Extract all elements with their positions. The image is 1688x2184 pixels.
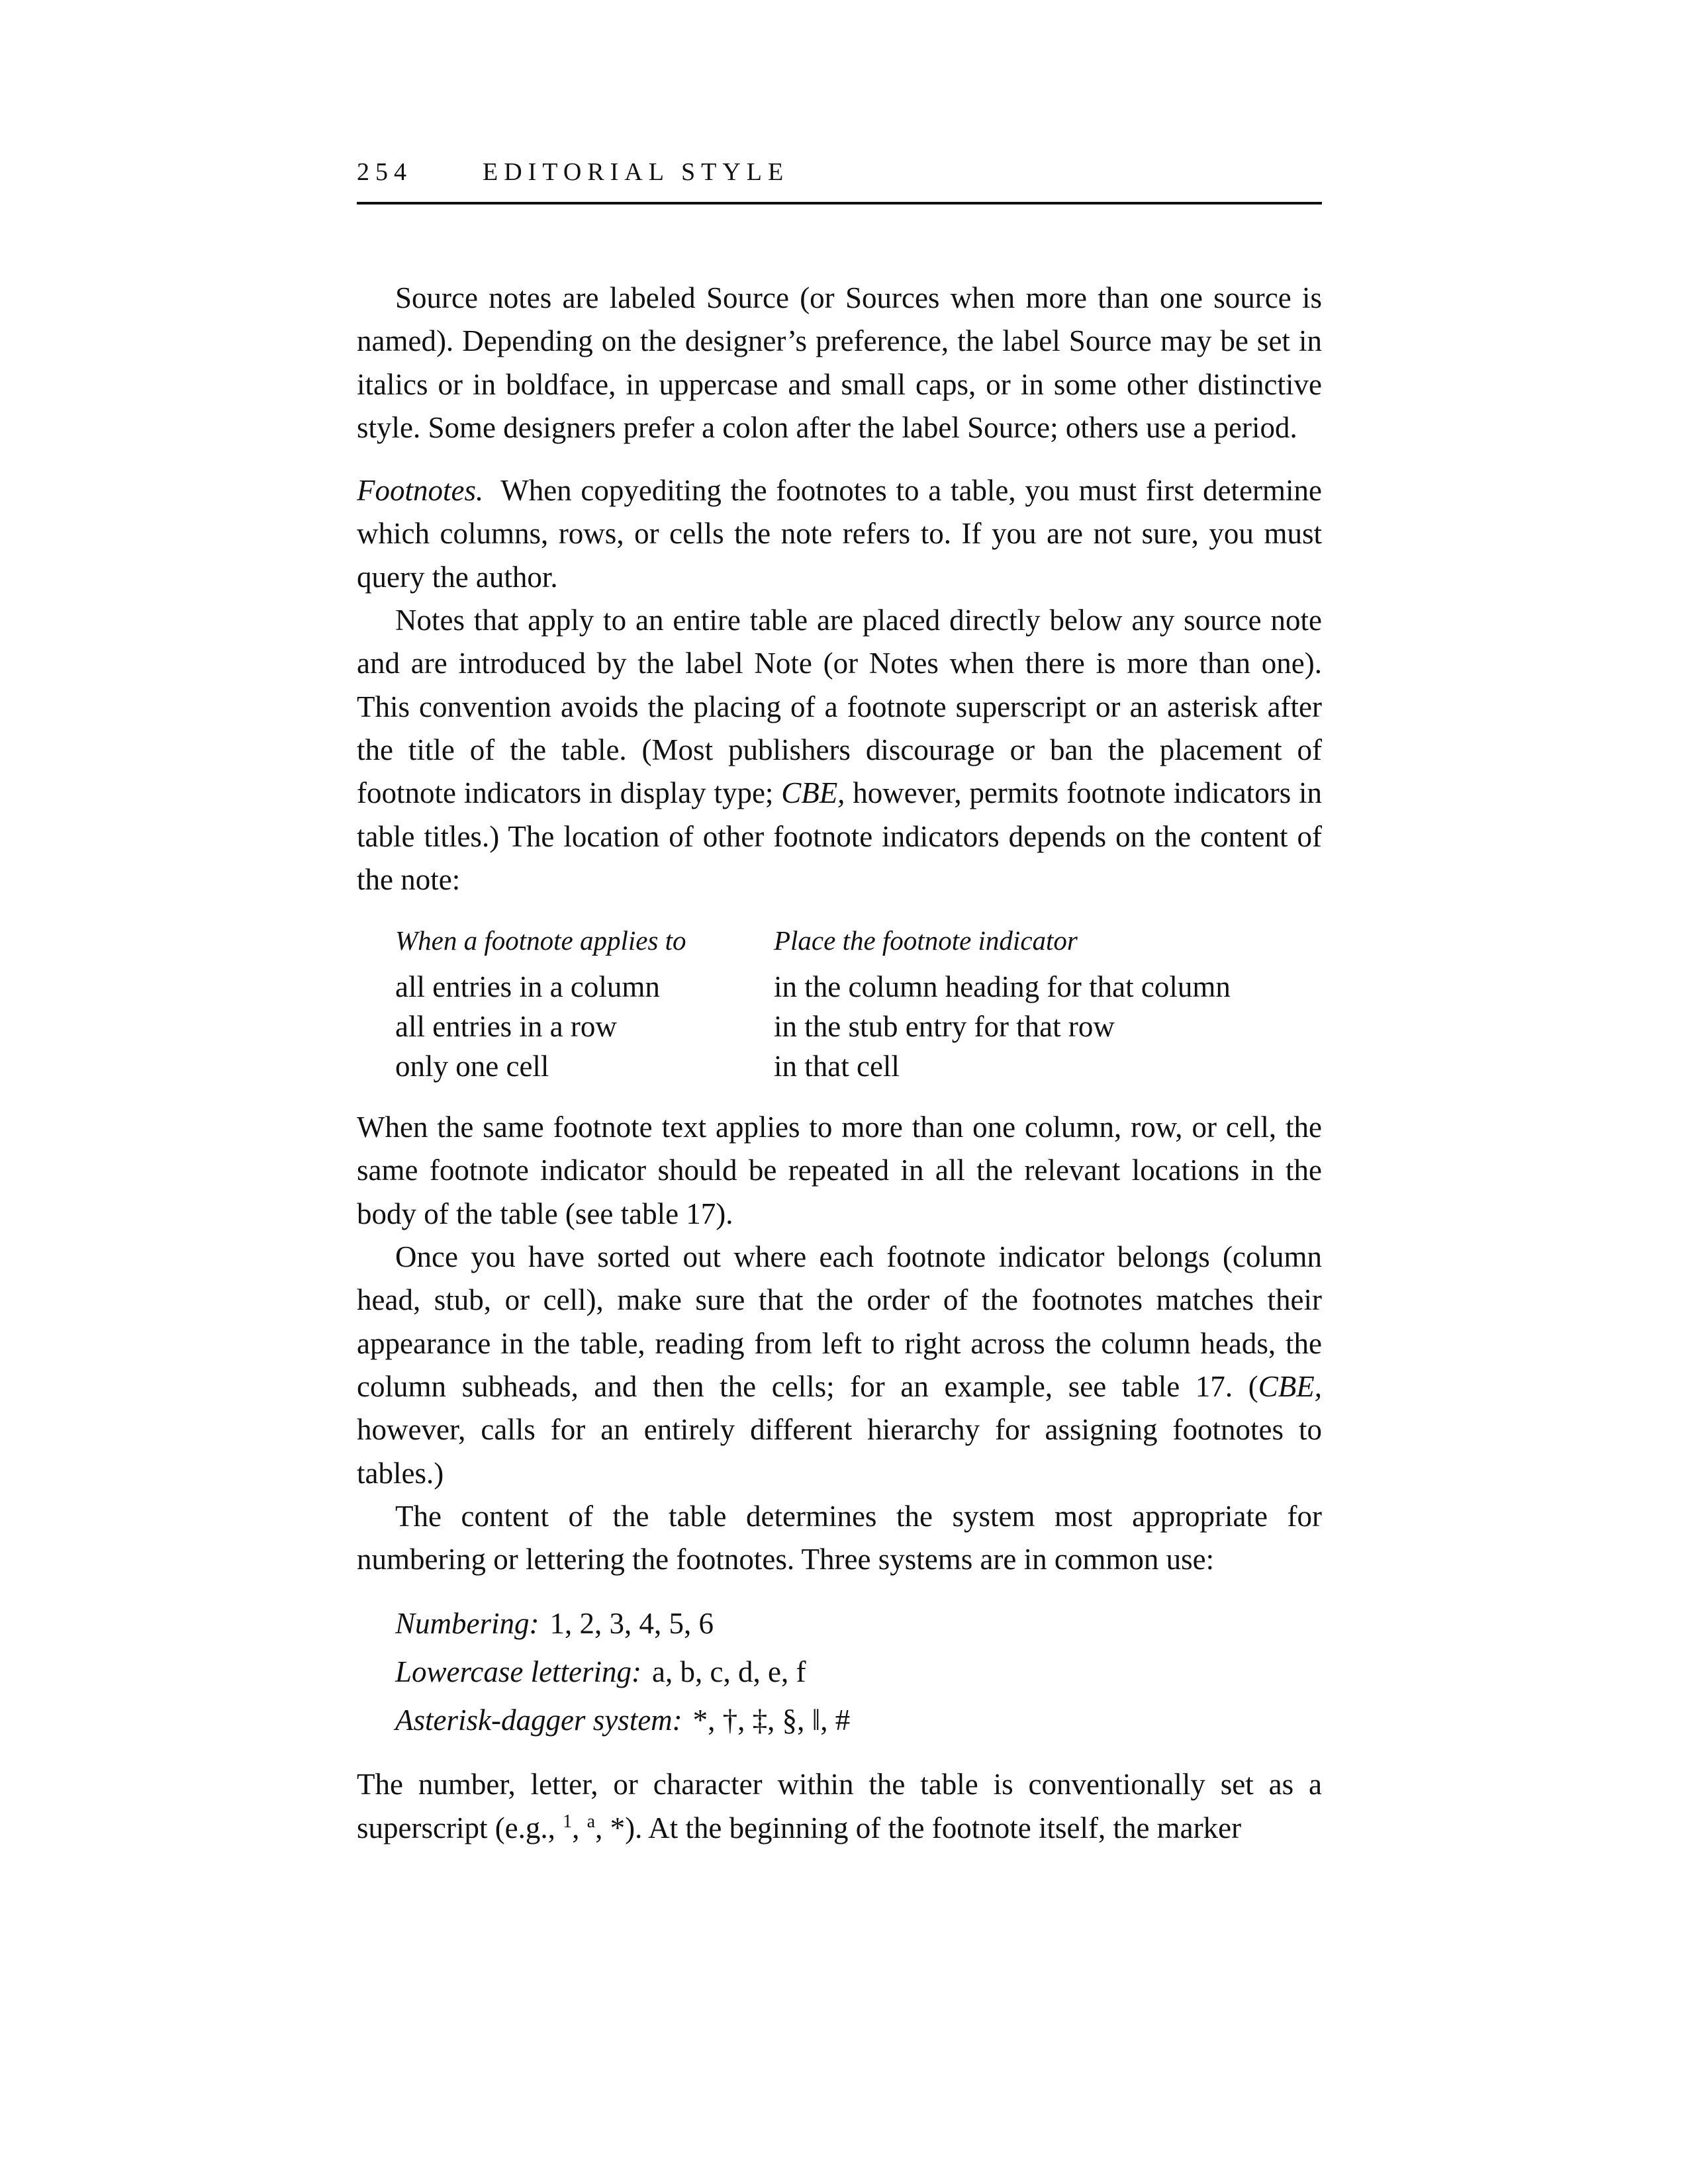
table-cell: all entries in a column: [395, 970, 660, 1004]
superscript-letter: a: [586, 1811, 596, 1832]
table-cell: in that cell: [774, 1050, 900, 1083]
footnotes-runin-heading: Footnotes.: [357, 474, 484, 508]
paragraph-source-notes: Source notes are labeled Source (or Sources when more than one source is named). Depending on the designer’s preference, the label Source may be set in italics or in boldface, in uppercase and small caps, or in some other distinctive style. Some designers prefer a colon after the label Source; others use a period.: [357, 281, 1322, 444]
text-run: however, calls for an entirely different hierarchy for assigning footnotes to tables.): [357, 1413, 1322, 1490]
paragraph-footnote-order: [357, 1236, 1322, 1495]
column-header: When a footnote applies to: [395, 925, 686, 956]
page-number: 254: [357, 158, 412, 186]
running-head: [357, 158, 1322, 191]
system-values: *, †, ‡, §, ‖, #: [692, 1704, 851, 1737]
text-run: ,: [572, 1811, 587, 1844]
asterisk-symbol: *: [610, 1811, 626, 1844]
text-run: however, permits footnote indicators in table titles.) The location of other footnote indicators depends on the content of the note:: [357, 776, 1322, 896]
system-label: Asterisk-dagger system:: [395, 1704, 682, 1737]
table-row: [395, 1046, 1322, 1086]
table-row: [395, 967, 1322, 1007]
footnote-systems-list: [395, 1600, 1322, 1745]
superscript-number: 1: [563, 1811, 573, 1832]
system-label: Numbering:: [395, 1607, 539, 1641]
paragraph-numbering-systems: The content of the table determines the system most appropriate for numbering or lettering the footnotes. Three systems are in common use:: [357, 1499, 1322, 1576]
header-rule: [357, 202, 1322, 205]
section-title: EDITORIAL STYLE: [483, 158, 790, 186]
paragraph-same-footnote: When the same footnote text applies to more than one column, row, or cell, the same footnote indicator should be repeated in all the relevant locations in the body of the table (see table 17).: [357, 1111, 1322, 1230]
text-run: The number, letter, or character within the table is conventionally set as a superscript (e.g.,: [357, 1768, 1322, 1844]
list-item: [395, 1648, 1322, 1696]
column-header: Place the footnote indicator: [774, 925, 1078, 956]
table-cell: in the stub entry for that row: [774, 1010, 1115, 1044]
body-text: [357, 277, 1322, 1850]
system-values: 1, 2, 3, 4, 5, 6: [549, 1607, 714, 1641]
cbe-reference: CBE,: [781, 776, 845, 810]
table-cell: in the column heading for that column: [774, 970, 1231, 1004]
system-label: Lowercase lettering:: [395, 1655, 642, 1689]
table-cell: all entries in a row: [395, 1010, 617, 1044]
table-cell: only one cell: [395, 1050, 549, 1083]
list-item: [395, 1600, 1322, 1648]
text-run: ,: [595, 1811, 610, 1844]
system-values: a, b, c, d, e, f: [652, 1655, 806, 1689]
paragraph-notes-entire-table: [357, 599, 1322, 901]
footnote-indicator-table: [395, 923, 1322, 1086]
text-run: Notes that apply to an entire table are placed directly below any source note and are introduced by the label Note (or Notes when there is more than one). This convention avoids the placing of a footnote superscript or an asterisk after the title of the table. (Most publishers discourage or ban the placement of footnote indicators in display type;: [357, 604, 1322, 810]
text-run: ). At the beginning of the footnote itself, the marker: [625, 1811, 1242, 1844]
paragraph-superscript: [357, 1763, 1322, 1850]
list-item: [395, 1696, 1322, 1745]
footnotes-text: When copyediting the footnotes to a table, you must first determine which columns, rows, or cells the note refers to. If you are not sure, you must query the author.: [357, 474, 1322, 594]
paragraph-footnotes: [357, 469, 1322, 599]
text-run: Once you have sorted out where each footnote indicator belongs (column head, stub, or cell), make sure that the order of the footnotes matches their appearance in the table, reading from left to right across the column heads, the column subheads, and then the cells; for an example, see table 17. (: [357, 1240, 1322, 1403]
table-header-row: [395, 923, 1322, 967]
table-row: [395, 1007, 1322, 1046]
cbe-reference: CBE,: [1258, 1369, 1322, 1403]
